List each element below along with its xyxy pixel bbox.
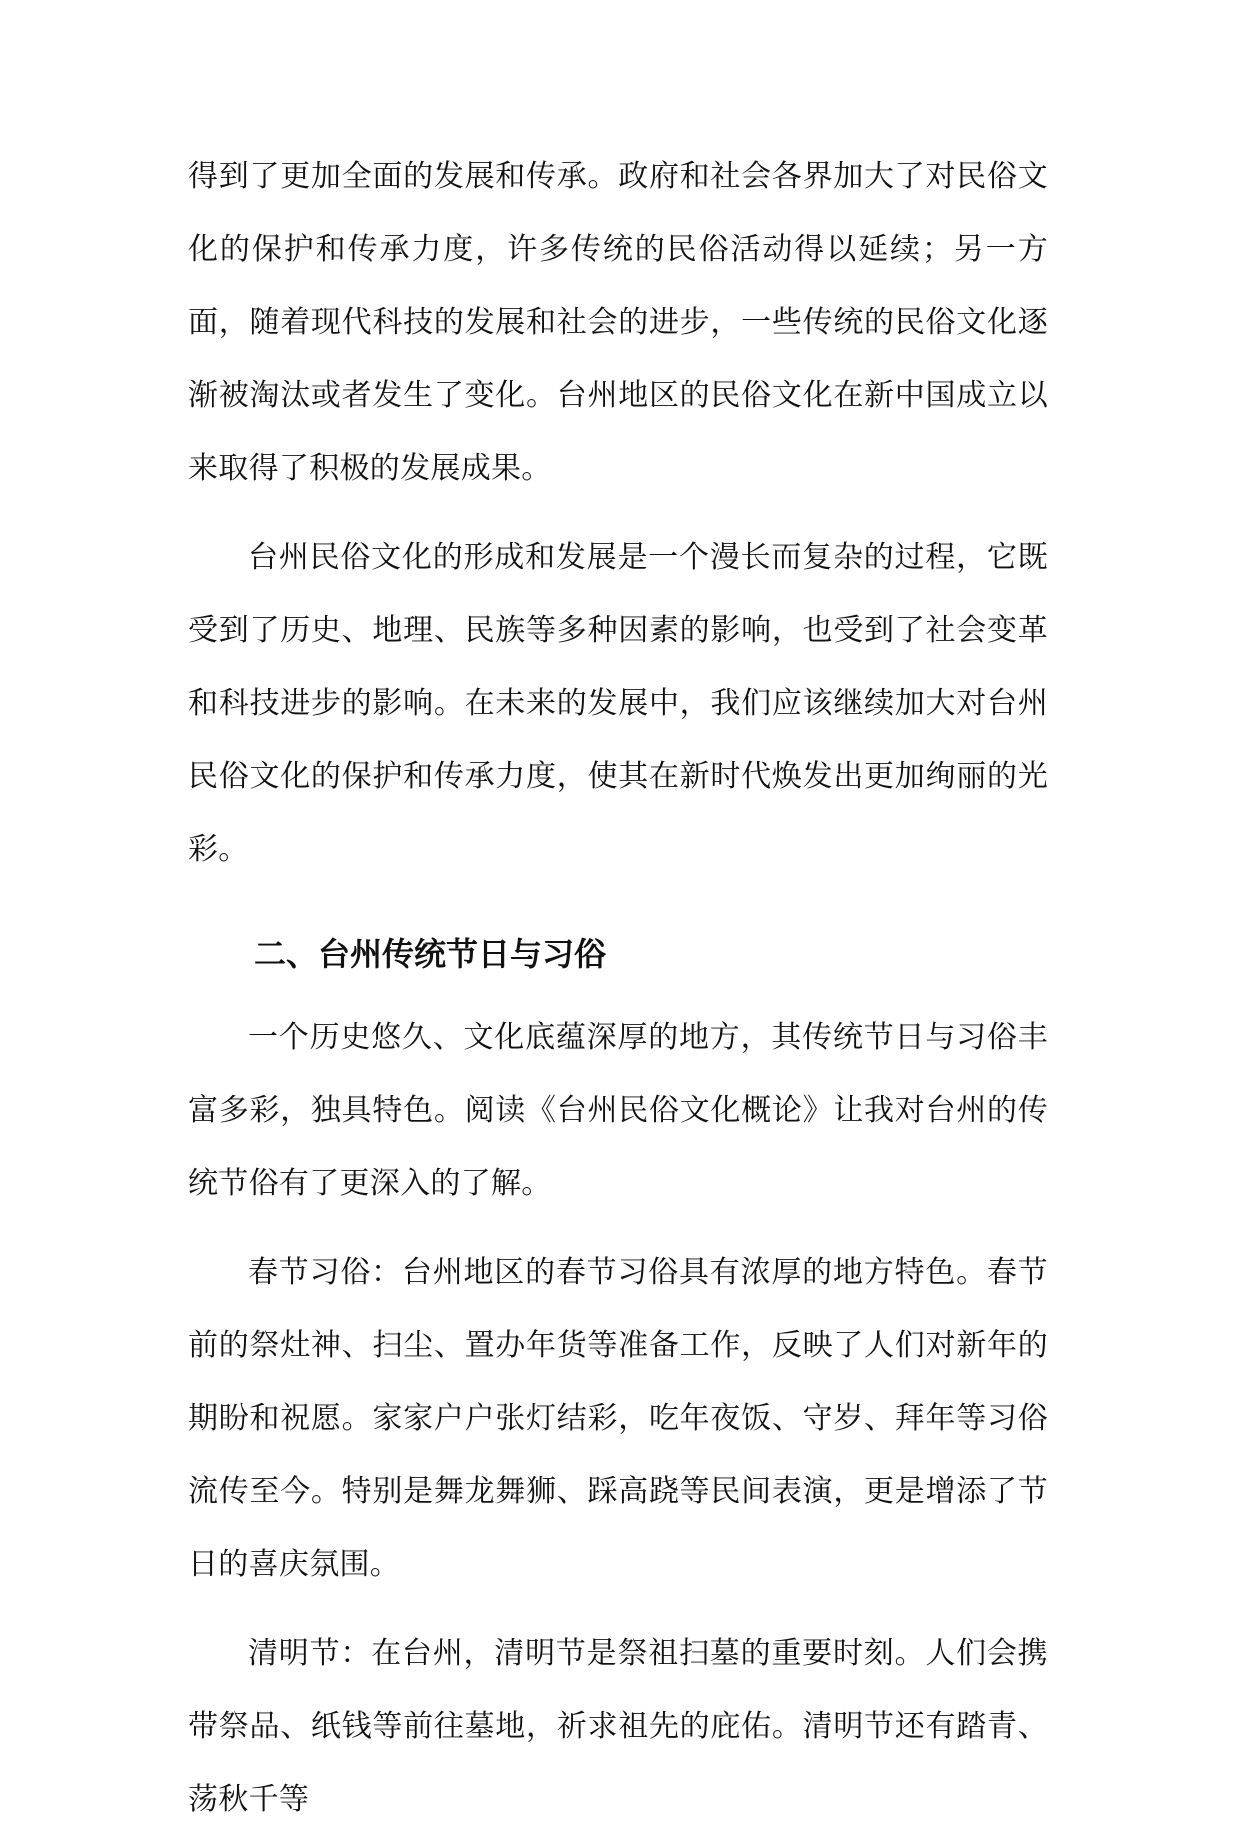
section-heading: 二、台州传统节日与习俗 — [254, 935, 607, 973]
paragraph-summary: 台州民俗文化的形成和发展是一个漫长而复杂的过程，它既受到了历史、地理、民族等多种因素的影响，也受到了社会变革和科技进步的影响。在未来的发展中，我们应该继续加大对台州民俗文化的保护和传承力度，使其在新时代焕发出更加绚丽的光彩。 — [188, 540, 1048, 867]
paragraph-qingming: 清明节：在台州，清明节是祭祖扫墓的重要时刻。人们会携带祭品、纸钱等前往墓地，祈求祖先的庇佑。清明节还有踏青、荡秋千等 — [188, 1636, 1048, 1817]
paragraph-spring-festival: 春节习俗：台州地区的春节习俗具有浓厚的地方特色。春节前的祭灶神、扫尘、置办年货等准备工作，反映了人们对新年的期盼和祝愿。家家户户张灯结彩，吃年夜饭、守岁、拜年等习俗流传至今。特别是舞龙舞狮、踩高跷等民间表演，更是增添了节日的喜庆氛围。 — [188, 1255, 1048, 1582]
paragraph-continuation: 得到了更加全面的发展和传承。政府和社会各界加大了对民俗文化的保护和传承力度，许多传统的民俗活动得以延续；另一方面，随着现代科技的发展和社会的进步，一些传统的民俗文化逐渐被淘汰或者发生了变化。台州地区的民俗文化在新中国成立以来取得了积极的发展成果。 — [188, 159, 1048, 486]
document-body — [188, 140, 1048, 1836]
paragraph-intro: 一个历史悠久、文化底蕴深厚的地方，其传统节日与习俗丰富多彩，独具特色。阅读《台州民俗文化概论》让我对台州的传统节俗有了更深入的了解。 — [188, 1020, 1048, 1201]
